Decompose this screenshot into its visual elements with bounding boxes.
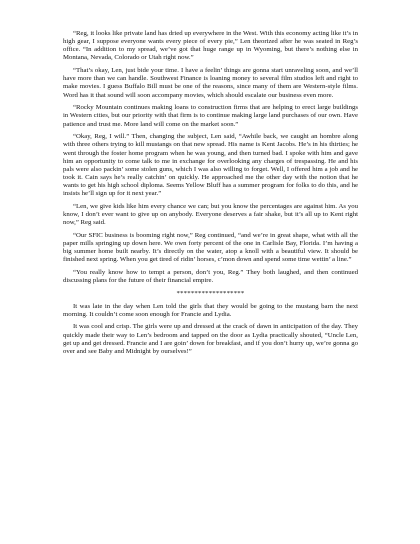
paragraph: “Rocky Mountain continues making loans to construction firms that are helping to erect large buildings in Western cities, but our priority with that firm is to continue making large land purchases of our own. Have patience and trust me. More land will come on the market soon.” xyxy=(63,104,358,128)
paragraph: It was cool and crisp. The girls were up and dressed at the crack of dawn in anticipation of the day. They quickly made their way to Len’s bedroom and tapped on the door as Lydia practically shouted, “Uncle Len, get up and get dressed. Francie and I are goin’ down for breakfast, and if you don’t hurry up, we’re gonna go over and see Baby and Midnight by ourselves!” xyxy=(63,323,358,355)
scene-break: ******************* xyxy=(176,289,245,297)
paragraph: “Our SFIC business is booming right now,” Reg continued, “and we’re in great shape, what with all the paper mills springing up down here. We own forty percent of the one in Carlisle Bay, Florida. I’m having a big summer home built nearby. It’s directly on the water, atop a knoll with a beautiful view. It should be finished next spring. When you get tired of ridin’ horses, c’mon down and spend some time wettin’ a line.” xyxy=(63,231,358,264)
paragraph: “Len, we give kids like him every chance we can; but you know the percentages are against him. As you know, I don’t ever want to give up on anybody. Everyone deserves a fair shake, but it’s all up to Kent right now,” Reg said. xyxy=(63,202,358,227)
paragraph: “You really know how to tempt a person, don’t you, Reg.” They both laughed, and then continued discussing plans for the future of their financial empire. xyxy=(63,269,358,285)
paragraph: “Reg, it looks like private land has dried up everywhere in the West. With this economy acting like it’s in high gear, I suppose everyone wants every piece of every pie,” Len theorized after he was seated in Reg’s office. “In addition to my spread, we’ve got that huge range up in Wyoming, but there’s nothing else in Montana, Nevada, Colorado or Utah right now.” xyxy=(63,30,358,62)
paragraph: “That’s okay, Len, just bide your time. I have a feelin’ things are gonna start unraveling soon, and we’ll have more than we can handle. Southwest Finance is loaning money to several film studios left and right to make movies. I guess Buffalo Bill must be one of the reasons, since many of them are Western-style films. Word has it that sound will soon accompany movies, which should escalate our business even more. xyxy=(63,67,358,99)
paragraph: It was late in the day when Len told the girls that they would be going to the mustang barn the next morning. It couldn’t come soon enough for Francie and Lydia. xyxy=(63,302,358,318)
paragraph: “Okay, Reg, I will.” Then, changing the subject, Len said, “Awhile back, we caught an hombre along with three others trying to kill mustangs on that new spread. His name is Kent Jacobs. He’s in his thirties; he went through the foster home program when he was young, and then turned bad. I spoke with him and gave him an opportunity to come talk to me in exchange for overlooking any charges of trespassing. He and his pals were also packin’ some stolen guns, which I was also willing to forget. Well, I offered him a job and he took it. Cain says he’s really catchin’ on quickly. He approached me the other day with the notion that he wants to get his high school diploma. Seems Yellow Bluff has a summer program for folks to do this, and he insists he’ll sign up for it next year.” xyxy=(63,133,358,198)
